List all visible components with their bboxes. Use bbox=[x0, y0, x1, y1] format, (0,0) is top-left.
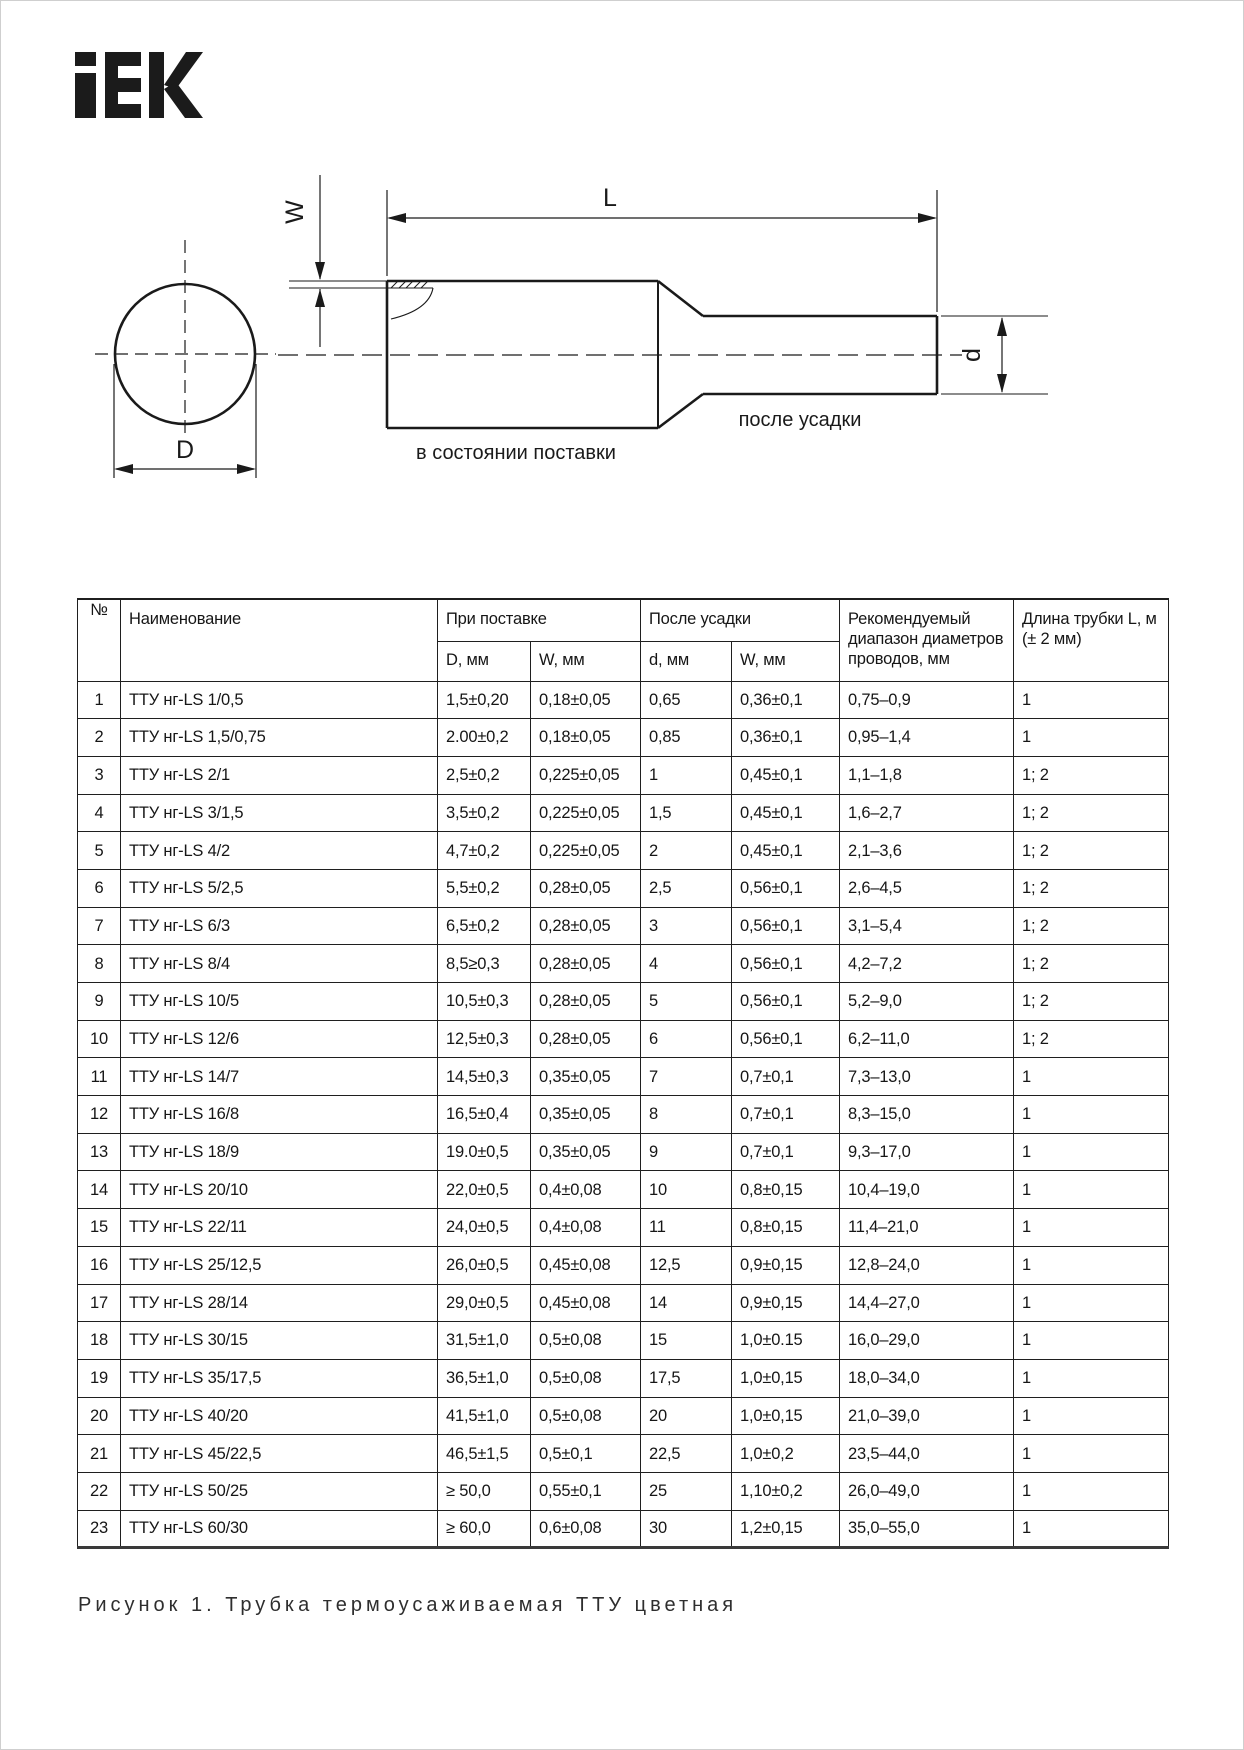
table-cell: 4 bbox=[641, 945, 732, 983]
table-cell: 1; 2 bbox=[1014, 1020, 1169, 1058]
table-cell: 0,36±0,1 bbox=[732, 719, 840, 757]
header-W-supplied: W, мм bbox=[531, 641, 641, 681]
table-row bbox=[78, 1209, 1169, 1247]
table-cell: 0,85 bbox=[641, 719, 732, 757]
label-supplied-state: в состоянии поставки bbox=[416, 442, 616, 464]
table-cell: 1 bbox=[1014, 1284, 1169, 1322]
table-cell: 2 bbox=[641, 832, 732, 870]
table-cell: 14 bbox=[641, 1284, 732, 1322]
table-cell: 10,4–19,0 bbox=[840, 1171, 1014, 1209]
table-body bbox=[78, 681, 1169, 1548]
table-cell: 11,4–21,0 bbox=[840, 1209, 1014, 1247]
table-cell: 1,5±0,20 bbox=[438, 681, 531, 719]
table-cell: ТТУ нг-LS 20/10 bbox=[121, 1171, 438, 1209]
table-row bbox=[78, 869, 1169, 907]
label-W: W bbox=[281, 200, 309, 224]
table-cell: 7,3–13,0 bbox=[840, 1058, 1014, 1096]
table-cell: ТТУ нг-LS 14/7 bbox=[121, 1058, 438, 1096]
table-cell: 8 bbox=[78, 945, 121, 983]
table-cell: 8,3–15,0 bbox=[840, 1096, 1014, 1134]
table-row bbox=[78, 1322, 1169, 1360]
table-cell: 0,18±0,05 bbox=[531, 681, 641, 719]
table-cell: 3,1–5,4 bbox=[840, 907, 1014, 945]
table-cell: 18 bbox=[78, 1322, 121, 1360]
table-cell: 20 bbox=[78, 1397, 121, 1435]
table-cell: 1,10±0,2 bbox=[732, 1472, 840, 1510]
table-cell: 6 bbox=[641, 1020, 732, 1058]
table-row bbox=[78, 1472, 1169, 1510]
table-row bbox=[78, 1246, 1169, 1284]
table-cell: 1; 2 bbox=[1014, 907, 1169, 945]
table-cell: 0,7±0,1 bbox=[732, 1133, 840, 1171]
table-cell: ТТУ нг-LS 30/15 bbox=[121, 1322, 438, 1360]
table-cell: 5 bbox=[641, 983, 732, 1021]
table-cell: 1,6–2,7 bbox=[840, 794, 1014, 832]
table-cell: 0,35±0,05 bbox=[531, 1133, 641, 1171]
table-cell: 19.0±0,5 bbox=[438, 1133, 531, 1171]
table-cell: 1 bbox=[1014, 1359, 1169, 1397]
table-cell: 15 bbox=[641, 1322, 732, 1360]
table-cell: ТТУ нг-LS 45/22,5 bbox=[121, 1435, 438, 1473]
table-row bbox=[78, 907, 1169, 945]
table-cell: 35,0–55,0 bbox=[840, 1510, 1014, 1548]
table-row bbox=[78, 1133, 1169, 1171]
table-cell: ТТУ нг-LS 4/2 bbox=[121, 832, 438, 870]
table-cell: 1 bbox=[1014, 719, 1169, 757]
figure-drawing bbox=[0, 0, 1244, 560]
table-cell: 1 bbox=[1014, 1510, 1169, 1548]
table-cell: 5 bbox=[78, 832, 121, 870]
table-cell: 1; 2 bbox=[1014, 756, 1169, 794]
table-cell: 1 bbox=[1014, 1322, 1169, 1360]
table-cell: ТТУ нг-LS 60/30 bbox=[121, 1510, 438, 1548]
table-cell: 0,4±0,08 bbox=[531, 1209, 641, 1247]
dimension-L bbox=[387, 190, 937, 312]
table-cell: 0,55±0,1 bbox=[531, 1472, 641, 1510]
table-cell: 0,225±0,05 bbox=[531, 832, 641, 870]
table-cell: 26,0–49,0 bbox=[840, 1472, 1014, 1510]
table-cell: ТТУ нг-LS 25/12,5 bbox=[121, 1246, 438, 1284]
table-cell: 22 bbox=[78, 1472, 121, 1510]
table-cell: 4,7±0,2 bbox=[438, 832, 531, 870]
table-cell: 17 bbox=[78, 1284, 121, 1322]
table-cell: 12,8–24,0 bbox=[840, 1246, 1014, 1284]
table-cell: 0,5±0,08 bbox=[531, 1359, 641, 1397]
table-cell: 0,28±0,05 bbox=[531, 945, 641, 983]
table-row bbox=[78, 681, 1169, 719]
table-cell: 0,7±0,1 bbox=[732, 1096, 840, 1134]
table-row bbox=[78, 1058, 1169, 1096]
table-cell: 2,6–4,5 bbox=[840, 869, 1014, 907]
table-cell: 0,4±0,08 bbox=[531, 1171, 641, 1209]
table-row bbox=[78, 794, 1169, 832]
table-cell: 3 bbox=[641, 907, 732, 945]
table-cell: 1; 2 bbox=[1014, 945, 1169, 983]
table-cell: 9 bbox=[78, 983, 121, 1021]
table-cell: 10 bbox=[641, 1171, 732, 1209]
table-cell: 30 bbox=[641, 1510, 732, 1548]
table-cell: 3,5±0,2 bbox=[438, 794, 531, 832]
table-cell: 29,0±0,5 bbox=[438, 1284, 531, 1322]
table-cell: 1,0±0,15 bbox=[732, 1397, 840, 1435]
table-cell: 1 bbox=[1014, 1209, 1169, 1247]
table-cell: 23,5–44,0 bbox=[840, 1435, 1014, 1473]
table-cell: 0,56±0,1 bbox=[732, 907, 840, 945]
table-cell: 6,2–11,0 bbox=[840, 1020, 1014, 1058]
table-cell: 11 bbox=[641, 1209, 732, 1247]
table-row bbox=[78, 756, 1169, 794]
table-cell: 1,0±0,2 bbox=[732, 1435, 840, 1473]
table-row bbox=[78, 983, 1169, 1021]
label-after-shrink: после усадки bbox=[738, 409, 862, 431]
table-cell: 0,28±0,05 bbox=[531, 1020, 641, 1058]
table-cell: 1; 2 bbox=[1014, 832, 1169, 870]
table-cell: ТТУ нг-LS 12/6 bbox=[121, 1020, 438, 1058]
table-cell: 1,0±0.15 bbox=[732, 1322, 840, 1360]
table-cell: 0,5±0,08 bbox=[531, 1322, 641, 1360]
header-name: Наименование bbox=[121, 599, 438, 681]
table-cell: 1 bbox=[641, 756, 732, 794]
table-cell: 22,0±0,5 bbox=[438, 1171, 531, 1209]
table-cell: 18,0–34,0 bbox=[840, 1359, 1014, 1397]
table-cell: 1 bbox=[1014, 1096, 1169, 1134]
table-cell: 31,5±1,0 bbox=[438, 1322, 531, 1360]
table-cell: ТТУ нг-LS 16/8 bbox=[121, 1096, 438, 1134]
label-L: L bbox=[603, 184, 617, 212]
table-cell: ≥ 60,0 bbox=[438, 1510, 531, 1548]
table-cell: 0,225±0,05 bbox=[531, 794, 641, 832]
table-cell: 2,5 bbox=[641, 869, 732, 907]
table-cell: ТТУ нг-LS 1/0,5 bbox=[121, 681, 438, 719]
table-cell: 5,5±0,2 bbox=[438, 869, 531, 907]
table-cell: 9,3–17,0 bbox=[840, 1133, 1014, 1171]
table-cell: 26,0±0,5 bbox=[438, 1246, 531, 1284]
table-cell: 11 bbox=[78, 1058, 121, 1096]
table-cell: 1,5 bbox=[641, 794, 732, 832]
table-cell: 0,95–1,4 bbox=[840, 719, 1014, 757]
table-cell: 0,75–0,9 bbox=[840, 681, 1014, 719]
table-cell: 22,5 bbox=[641, 1435, 732, 1473]
table-cell: 1 bbox=[1014, 1058, 1169, 1096]
table-row bbox=[78, 1020, 1169, 1058]
table-cell: 0,28±0,05 bbox=[531, 869, 641, 907]
header-supplied-group: При поставке bbox=[438, 599, 641, 641]
table-cell: 10 bbox=[78, 1020, 121, 1058]
table-row bbox=[78, 1435, 1169, 1473]
table-cell: 1 bbox=[1014, 1397, 1169, 1435]
table-cell: 1,2±0,15 bbox=[732, 1510, 840, 1548]
table-cell: 0,28±0,05 bbox=[531, 907, 641, 945]
table-cell: 0,45±0,1 bbox=[732, 832, 840, 870]
table-cell: 0,5±0,1 bbox=[531, 1435, 641, 1473]
table-cell: ТТУ нг-LS 40/20 bbox=[121, 1397, 438, 1435]
table-cell: 0,45±0,1 bbox=[732, 756, 840, 794]
table-cell: 24,0±0,5 bbox=[438, 1209, 531, 1247]
table-row bbox=[78, 832, 1169, 870]
table-row bbox=[78, 945, 1169, 983]
table-cell: 7 bbox=[641, 1058, 732, 1096]
figure-caption: Рисунок 1. Трубка термоусаживаемая ТТУ цветная bbox=[78, 1594, 738, 1616]
table-row bbox=[78, 1359, 1169, 1397]
table-cell: 0,36±0,1 bbox=[732, 681, 840, 719]
table-cell: 0,45±0,08 bbox=[531, 1284, 641, 1322]
table-row bbox=[78, 1096, 1169, 1134]
table-cell: 41,5±1,0 bbox=[438, 1397, 531, 1435]
table-cell: 0,35±0,05 bbox=[531, 1058, 641, 1096]
table-cell: 2,5±0,2 bbox=[438, 756, 531, 794]
table-cell: 0,56±0,1 bbox=[732, 983, 840, 1021]
table-cell: 0,35±0,05 bbox=[531, 1096, 641, 1134]
table-cell: 0,9±0,15 bbox=[732, 1246, 840, 1284]
table-cell: 10,5±0,3 bbox=[438, 983, 531, 1021]
table-cell: 1,0±0,15 bbox=[732, 1359, 840, 1397]
table-cell: 20 bbox=[641, 1397, 732, 1435]
header-shrunk-group: После усадки bbox=[641, 599, 840, 641]
table-cell: ТТУ нг-LS 2/1 bbox=[121, 756, 438, 794]
table-cell: ТТУ нг-LS 6/3 bbox=[121, 907, 438, 945]
header-D-supplied: D, мм bbox=[438, 641, 531, 681]
table-cell: 0,6±0,08 bbox=[531, 1510, 641, 1548]
table-cell: 14 bbox=[78, 1171, 121, 1209]
table-cell: 1 bbox=[1014, 1472, 1169, 1510]
table-row bbox=[78, 1397, 1169, 1435]
table-cell: ТТУ нг-LS 22/11 bbox=[121, 1209, 438, 1247]
table-cell: 12 bbox=[78, 1096, 121, 1134]
table-cell: 3 bbox=[78, 756, 121, 794]
header-W-shrunk: W, мм bbox=[732, 641, 840, 681]
table-cell: 4,2–7,2 bbox=[840, 945, 1014, 983]
table-cell: 2,1–3,6 bbox=[840, 832, 1014, 870]
table-cell: 14,4–27,0 bbox=[840, 1284, 1014, 1322]
header-length: Длина трубки L, м (± 2 мм) bbox=[1014, 599, 1169, 681]
header-num: № bbox=[78, 599, 121, 681]
table-cell: 46,5±1,5 bbox=[438, 1435, 531, 1473]
table-header bbox=[78, 599, 1169, 681]
table-cell: 25 bbox=[641, 1472, 732, 1510]
label-d: d bbox=[958, 348, 986, 362]
table-cell: 6 bbox=[78, 869, 121, 907]
table-cell: 0,9±0,15 bbox=[732, 1284, 840, 1322]
table-cell: 1; 2 bbox=[1014, 983, 1169, 1021]
table-cell: 21 bbox=[78, 1435, 121, 1473]
table-row bbox=[78, 1510, 1169, 1548]
table-cell: 9 bbox=[641, 1133, 732, 1171]
table-cell: 1 bbox=[78, 681, 121, 719]
table-cell: 1 bbox=[1014, 1246, 1169, 1284]
table-cell: 1 bbox=[1014, 1171, 1169, 1209]
table-cell: 16,5±0,4 bbox=[438, 1096, 531, 1134]
table-cell: 0,45±0,1 bbox=[732, 794, 840, 832]
table-cell: 2.00±0,2 bbox=[438, 719, 531, 757]
table-cell: ТТУ нг-LS 35/17,5 bbox=[121, 1359, 438, 1397]
table-cell: ТТУ нг-LS 3/1,5 bbox=[121, 794, 438, 832]
table-row bbox=[78, 1171, 1169, 1209]
table-cell: ТТУ нг-LS 5/2,5 bbox=[121, 869, 438, 907]
table-cell: 8,5≥0,3 bbox=[438, 945, 531, 983]
table-cell: 0,56±0,1 bbox=[732, 945, 840, 983]
table-row bbox=[78, 719, 1169, 757]
table-cell: 0,5±0,08 bbox=[531, 1397, 641, 1435]
table-cell: 0,225±0,05 bbox=[531, 756, 641, 794]
table-cell: 12,5 bbox=[641, 1246, 732, 1284]
table-cell: 17,5 bbox=[641, 1359, 732, 1397]
table-cell: ТТУ нг-LS 50/25 bbox=[121, 1472, 438, 1510]
table-cell: 19 bbox=[78, 1359, 121, 1397]
table-cell: 5,2–9,0 bbox=[840, 983, 1014, 1021]
table-cell: 7 bbox=[78, 907, 121, 945]
table-cell: 0,56±0,1 bbox=[732, 1020, 840, 1058]
table-cell: 1 bbox=[1014, 1435, 1169, 1473]
table-cell: 1 bbox=[1014, 1133, 1169, 1171]
spec-table bbox=[77, 598, 1169, 1549]
table-cell: 36,5±1,0 bbox=[438, 1359, 531, 1397]
table-cell: 0,65 bbox=[641, 681, 732, 719]
table-cell: 0,28±0,05 bbox=[531, 983, 641, 1021]
table-cell: 8 bbox=[641, 1096, 732, 1134]
table-cell: 16 bbox=[78, 1246, 121, 1284]
table-cell: 1; 2 bbox=[1014, 794, 1169, 832]
table-cell: 21,0–39,0 bbox=[840, 1397, 1014, 1435]
table-cell: 15 bbox=[78, 1209, 121, 1247]
table-cell: 12,5±0,3 bbox=[438, 1020, 531, 1058]
table-cell: ТТУ нг-LS 1,5/0,75 bbox=[121, 719, 438, 757]
table-cell: 1 bbox=[1014, 681, 1169, 719]
table-cell: 0,8±0,15 bbox=[732, 1209, 840, 1247]
table-cell: ТТУ нг-LS 10/5 bbox=[121, 983, 438, 1021]
header-d-shrunk: d, мм bbox=[641, 641, 732, 681]
table-cell: ТТУ нг-LS 18/9 bbox=[121, 1133, 438, 1171]
table-cell: 14,5±0,3 bbox=[438, 1058, 531, 1096]
label-D: D bbox=[175, 436, 195, 464]
table-cell: 0,7±0,1 bbox=[732, 1058, 840, 1096]
header-range: Рекомендуемый диапазон диаметров проводов, мм bbox=[840, 599, 1014, 681]
table-cell: 2 bbox=[78, 719, 121, 757]
table-cell: 13 bbox=[78, 1133, 121, 1171]
table-cell: 0,8±0,15 bbox=[732, 1171, 840, 1209]
table-cell: 6,5±0,2 bbox=[438, 907, 531, 945]
table-cell: 1,1–1,8 bbox=[840, 756, 1014, 794]
table-row bbox=[78, 1284, 1169, 1322]
table-cell: 0,18±0,05 bbox=[531, 719, 641, 757]
table-cell: ТТУ нг-LS 8/4 bbox=[121, 945, 438, 983]
table-cell: 4 bbox=[78, 794, 121, 832]
table-cell: ≥ 50,0 bbox=[438, 1472, 531, 1510]
table-cell: 0,56±0,1 bbox=[732, 869, 840, 907]
table-cell: 23 bbox=[78, 1510, 121, 1548]
table-cell: 0,45±0,08 bbox=[531, 1246, 641, 1284]
table-cell: ТТУ нг-LS 28/14 bbox=[121, 1284, 438, 1322]
table-cell: 1; 2 bbox=[1014, 869, 1169, 907]
table-cell: 16,0–29,0 bbox=[840, 1322, 1014, 1360]
